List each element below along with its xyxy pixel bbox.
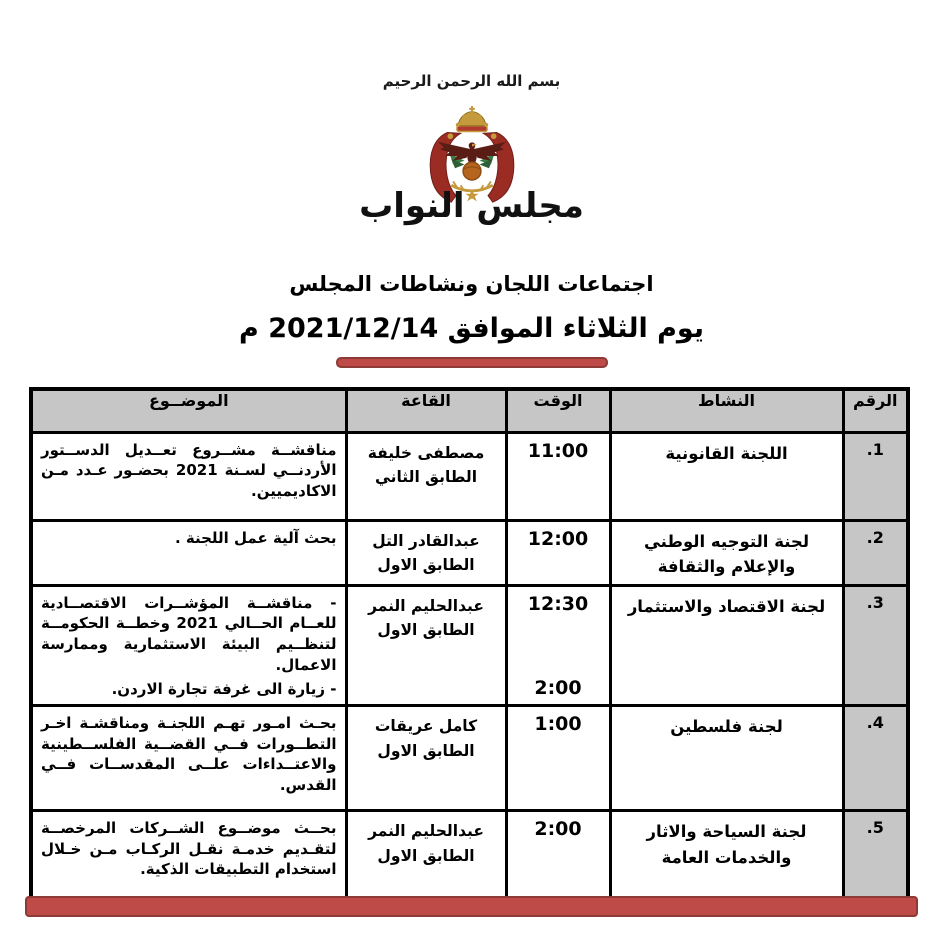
row-number: .3 [843, 585, 908, 705]
row-time [506, 585, 610, 705]
row-number: .5 [843, 810, 908, 900]
subject-text: - مناقشــة المؤشــرات الاقتصــادية للعــام الحــالي 2021 وخطــة الحكومــة لتنظــيم البيئة الاستثمارية وممارسة الاعمال. [41, 593, 337, 674]
table-row [31, 585, 908, 705]
row-activity: لجنة التوجيه الوطني والإعلام والثقافة [610, 520, 843, 585]
row-time: 1:00 [506, 705, 610, 810]
row-activity: لجنة الاقتصاد والاستثمار [610, 585, 843, 705]
document-date: يوم الثلاثاء الموافق 2021/12/14 م [239, 313, 704, 344]
table-header-row [31, 389, 908, 432]
row-subject [31, 520, 346, 585]
row-subject [31, 705, 346, 810]
hall-name: عبدالحليم النمر [368, 821, 484, 840]
row-hall [346, 705, 506, 810]
header-number: الرقم [843, 389, 908, 432]
row-subject [31, 585, 346, 705]
table-row [31, 705, 908, 810]
table-row [31, 810, 908, 900]
row-subject [31, 810, 346, 900]
hall-floor: الطابق الثاني [374, 468, 478, 487]
row-time: 2:00 [506, 810, 610, 900]
org-name-calligraphy: مجلس النواب [359, 186, 584, 226]
hall-name: مصطفى خليفة [367, 443, 485, 462]
header-time: الوقت [506, 389, 610, 432]
row-time: 11:00 [506, 432, 610, 520]
hall-name: عبدالقادر التل [372, 531, 480, 550]
row-hall [346, 432, 506, 520]
row-time: 12:00 [506, 520, 610, 585]
row-activity: اللجنة القانونية [610, 432, 843, 520]
header-hall: القاعة [346, 389, 506, 432]
time-second: 2:00 [534, 676, 582, 699]
hall-floor: الطابق الاول [377, 556, 475, 575]
footer-red-bar [25, 896, 918, 917]
time-first: 12:30 [527, 592, 589, 615]
date-underline-bar [336, 357, 608, 368]
table-row [31, 520, 908, 585]
document-title: اجتماعات اللجان ونشاطات المجلس [289, 272, 654, 296]
row-subject [31, 432, 346, 520]
row-hall [346, 520, 506, 585]
hall-name: عبدالحليم النمر [368, 596, 484, 615]
subject-text: مناقشــة مشــروع تعــديل الدســتور الأردنــي لسـنة 2021 بحضـور عـدد مـن الاكاديميين. [41, 440, 337, 500]
subject-text: بحــث موضــوع الشــركات المرخصــة لتقـديم خدمـة نقـل الركـاب مـن خـلال استخدام التطبيقات الذكية. [41, 818, 337, 879]
hall-name: كامل عريقات [374, 716, 478, 735]
row-activity: لجنة فلسطين [610, 705, 843, 810]
row-activity: لجنة السياحة والاثار والخدمات العامة [610, 810, 843, 900]
header-subject: الموضــوع [31, 389, 346, 432]
subject-text: بحـث امـور تهـم اللجنـة ومناقشـة اخـر التطــورات فــي القضــية الفلســطينية والاعتــداءات علــى المقدســات فــي القدس. [41, 713, 337, 794]
bismillah-text: بسم الله الرحمن الرحيم [382, 72, 561, 90]
hall-floor: الطابق الاول [377, 846, 475, 865]
header-activity: النشاط [610, 389, 843, 432]
row-number: .4 [843, 705, 908, 810]
table-row [31, 432, 908, 520]
hall-floor: الطابق الاول [377, 621, 475, 640]
subject-text: بحث آلية عمل اللجنة . [174, 528, 337, 547]
row-hall [346, 585, 506, 705]
meetings-table [29, 387, 910, 902]
row-hall [346, 810, 506, 900]
subject-text-2: - زيارة الى غرفة تجارة الاردن. [111, 680, 337, 699]
row-number: .1 [843, 432, 908, 520]
hall-floor: الطابق الاول [377, 741, 475, 760]
row-number: .2 [843, 520, 908, 585]
